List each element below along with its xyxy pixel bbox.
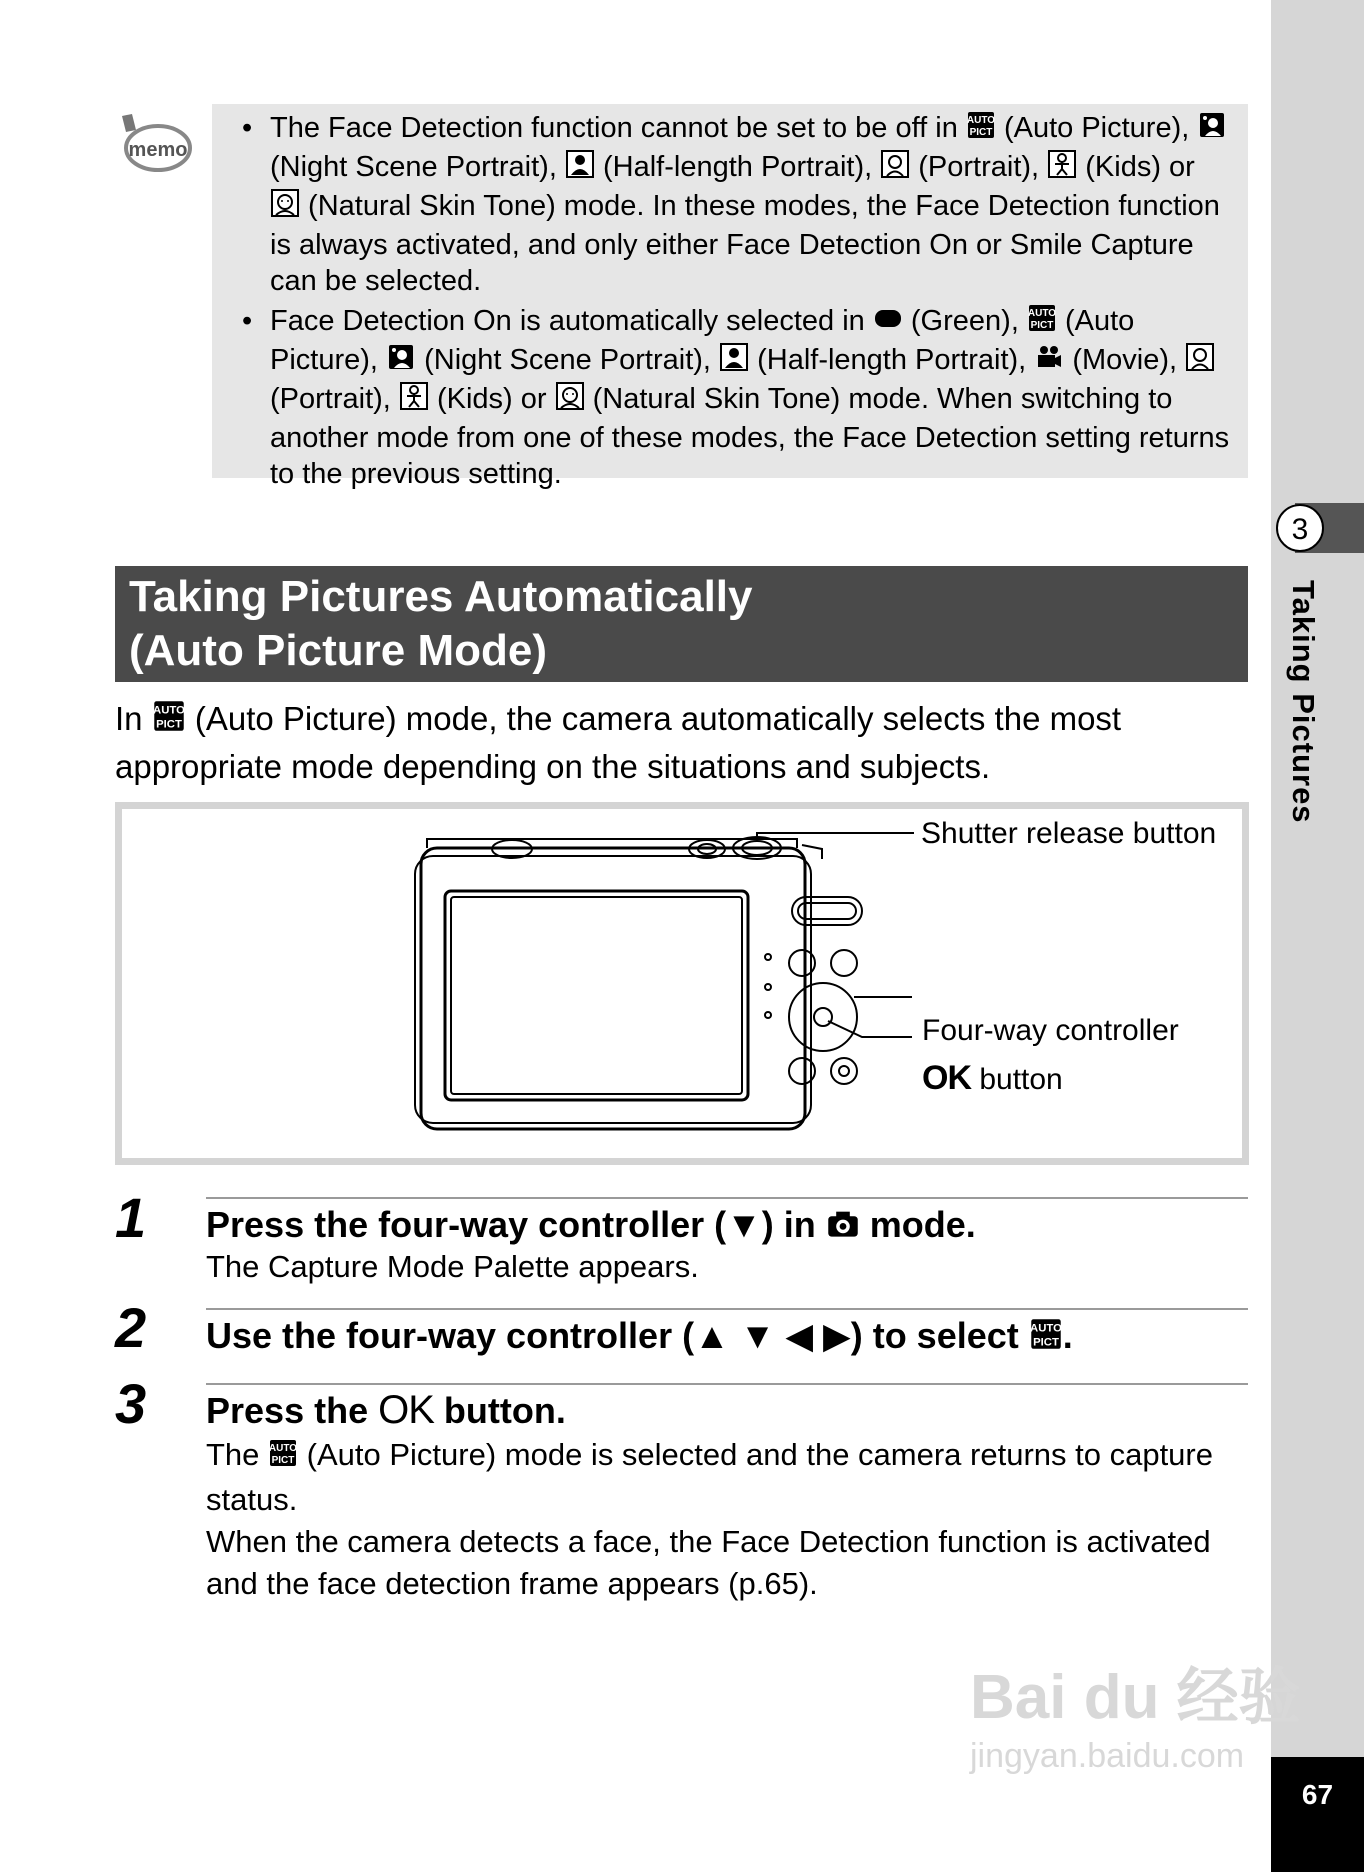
night-scene-portrait-icon — [386, 342, 416, 381]
half-length-portrait-icon — [565, 149, 595, 188]
svg-text:AUTO: AUTO — [1029, 1322, 1062, 1335]
step-3-title-after: button. — [433, 1390, 566, 1431]
movie-icon — [1034, 342, 1064, 381]
memo-icon-label: memo — [128, 139, 188, 161]
memo-list — [228, 110, 1230, 492]
memo-text: (Portrait), — [270, 383, 399, 415]
ok-glyph-title: OK — [378, 1388, 434, 1432]
auto-pict-icon — [966, 110, 996, 149]
memo-icon — [116, 112, 192, 174]
svg-text:PICT: PICT — [969, 127, 993, 138]
step-3-title — [206, 1388, 566, 1433]
portrait-icon — [880, 149, 910, 188]
svg-text:AUTO: AUTO — [966, 115, 995, 126]
step-2-title-after: . — [1062, 1315, 1073, 1356]
step-3-title-before: Press the — [206, 1390, 379, 1431]
natural-skin-tone-icon — [270, 188, 300, 227]
memo-text: (Auto Picture), — [270, 305, 1135, 376]
camera-back-illustration — [122, 809, 1242, 1158]
svg-text:PICT: PICT — [271, 1455, 295, 1466]
memo-bullet — [228, 303, 1230, 492]
section-header — [115, 566, 1248, 682]
page-number: 67 — [1271, 1757, 1364, 1872]
memo-text: (Kids) or — [428, 383, 555, 415]
step-1-number: 1 — [115, 1186, 147, 1249]
ok-button-shape — [814, 1008, 832, 1026]
memo-text: The Face Detection function cannot be set to be off in — [270, 112, 966, 144]
auto-pict-icon — [152, 699, 186, 744]
step-3-body-para2: When the camera detects a face, the Face Detection function is activated and the face detection frame appears (p.65). — [206, 1524, 1211, 1601]
step-3-rule — [206, 1383, 1248, 1385]
svg-text:PICT: PICT — [155, 718, 182, 731]
step-3-body — [206, 1434, 1246, 1605]
memo-text: (Kids) or — [1077, 151, 1195, 183]
memo-text: (Portrait), — [910, 151, 1048, 183]
step-3-body1-before: The — [206, 1437, 269, 1472]
svg-text:AUTO: AUTO — [1027, 308, 1057, 319]
shutter-release-label: Shutter release button — [921, 817, 1217, 850]
memo-text: Face Detection On is automatically selected in — [270, 305, 873, 337]
ok-glyph: OK — [922, 1059, 971, 1097]
natural-skin-tone-icon — [555, 381, 585, 420]
auto-pict-icon — [1029, 1317, 1063, 1361]
watermark-url: jingyan.baidu.com — [970, 1737, 1245, 1775]
step-2-title-before: Use the four-way controller (▲ ▼ ◀ ▶) to select — [206, 1315, 1029, 1356]
auto-pict-icon — [268, 1437, 298, 1479]
memo-text: (Auto Picture), — [995, 112, 1198, 144]
memo-box — [212, 104, 1248, 490]
step-3-number: 3 — [115, 1372, 147, 1435]
ok-button-label — [922, 1059, 1063, 1098]
intro-paragraph — [115, 696, 1255, 789]
step-3-body-para1 — [206, 1434, 1246, 1521]
step-2-number: 2 — [115, 1296, 147, 1359]
night-scene-portrait-icon — [1197, 110, 1227, 149]
chapter-sidebar — [1271, 0, 1364, 1872]
camera-diagram — [115, 802, 1249, 1165]
four-way-controller — [789, 983, 857, 1051]
memo-text: (Night Scene Portrait), — [416, 344, 720, 376]
step-3-body1-after: (Auto Picture) mode is selected and the camera returns to capture status. — [206, 1437, 1213, 1517]
svg-text:AUTO: AUTO — [152, 704, 185, 717]
step-1-title — [206, 1203, 976, 1250]
ok-button-label-text: button — [971, 1063, 1063, 1096]
camera-mode-icon — [826, 1206, 860, 1250]
step-1-rule — [206, 1197, 1248, 1199]
chapter-badge — [1275, 503, 1364, 553]
memo-text: (Movie), — [1064, 344, 1186, 376]
kids-icon — [399, 381, 429, 420]
chapter-number: 3 — [1291, 513, 1309, 546]
memo-text: (Natural Skin Tone) mode. In these modes, the Face Detection function is always activated, and only either Face Detection On or Smile Capture can be selected. — [270, 190, 1220, 297]
step-1-body: The Capture Mode Palette appears. — [206, 1249, 699, 1284]
memo-text: (Half-length Portrait), — [749, 344, 1035, 376]
step-1-title-after: mode. — [859, 1204, 976, 1245]
step-2-rule — [206, 1308, 1248, 1310]
svg-text:PICT: PICT — [1032, 1336, 1059, 1349]
chapter-title: Taking Pictures — [1286, 580, 1321, 824]
green-icon — [873, 303, 903, 342]
svg-text:PICT: PICT — [1030, 320, 1054, 331]
auto-pict-icon — [1027, 303, 1057, 342]
memo-text: (Natural Skin Tone) mode. When switching to another mode from one of these modes, the Face Detection setting returns to the previous setting. — [270, 383, 1230, 490]
portrait-icon — [1185, 342, 1215, 381]
section-title-line1: Taking Pictures Automatically — [129, 572, 753, 621]
svg-text:AUTO: AUTO — [268, 1443, 298, 1454]
step-2-title — [206, 1314, 1073, 1361]
baidu-watermark — [970, 1665, 1301, 1776]
intro-before-icon: In — [115, 700, 152, 737]
memo-text: (Night Scene Portrait), — [270, 151, 565, 183]
memo-bullet — [228, 110, 1230, 299]
kids-icon — [1047, 149, 1077, 188]
four-way-controller-label: Four-way controller — [922, 1014, 1179, 1047]
memo-text: (Green), — [902, 305, 1027, 337]
step-1-title-before: Press the four-way controller (▼) in — [206, 1204, 826, 1245]
watermark-brand: Bai du 经验 — [970, 1663, 1301, 1732]
half-length-portrait-icon — [719, 342, 749, 381]
memo-text: (Half-length Portrait), — [594, 151, 881, 183]
section-title-line2: (Auto Picture Mode) — [129, 626, 547, 675]
intro-after-icon: (Auto Picture) mode, the camera automatically selects the most appropriate mode depending on the situations and subjects. — [115, 700, 1122, 785]
